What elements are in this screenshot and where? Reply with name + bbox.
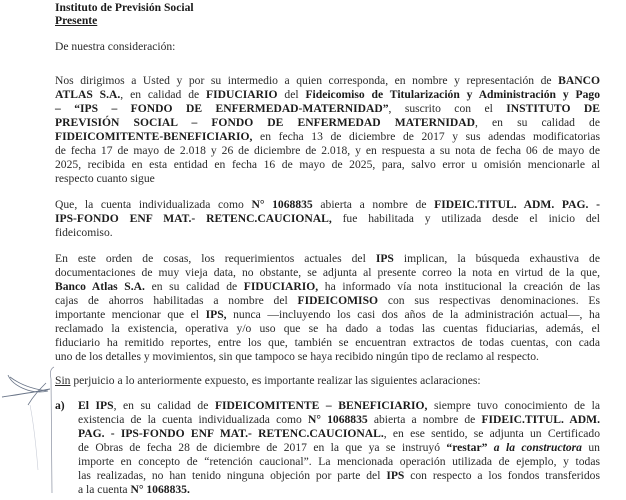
p3-line-7: fiduciario ha remitido reportes, entre los que, también se encuentran extractos de todas cuentas, con cada bbox=[55, 336, 600, 349]
text: , en su calidad de bbox=[475, 116, 600, 129]
text: abierta a nombre de bbox=[312, 198, 435, 211]
text: a la cuenta bbox=[78, 483, 131, 496]
p3-line-4 bbox=[55, 294, 600, 308]
p2-line-1 bbox=[55, 198, 600, 212]
text: En este orden de cosas, los requerimientos actuales del bbox=[55, 252, 376, 265]
text: ha informado vía nota institucional la creación de las bbox=[318, 280, 600, 293]
bold-text: Fideicomiso de Titularización y Administración y Pago bbox=[305, 88, 600, 101]
list-marker: a) bbox=[55, 399, 65, 412]
p1-line-1 bbox=[55, 74, 600, 88]
item-a-line-2 bbox=[78, 413, 600, 427]
text: existencia de la cuenta individualizada como bbox=[78, 413, 308, 426]
p3-line-1 bbox=[55, 252, 600, 266]
account-number: N° 1068835 bbox=[251, 198, 313, 211]
presente-label: Presente bbox=[55, 14, 98, 27]
text: implican, la búsqueda exhaustiva de bbox=[393, 252, 600, 265]
text: nunca —incluyendo los casi dos años de la administración actual—, ha bbox=[226, 308, 600, 321]
account-number: N° 1068835 bbox=[307, 413, 368, 426]
bold-text: PAG. - IPS-FONDO ENF MAT.- RETENC.CAUCIONAL. bbox=[78, 427, 384, 440]
bold-text: PREVISIÓN SOCIAL – FONDO DE ENFERMEDAD MATERNIDAD bbox=[55, 116, 476, 129]
bold-text: El IPS bbox=[78, 399, 114, 412]
text: del bbox=[277, 88, 306, 101]
bold-text: FIDEICOMISO bbox=[297, 294, 379, 307]
text: fue habilitada y utilizada desde el inicio del bbox=[331, 212, 600, 225]
text: , suscrito con el bbox=[388, 102, 507, 115]
text: en su calidad de bbox=[144, 280, 244, 293]
text: las realizadas, no han tenido ninguna objeción por parte del bbox=[78, 469, 387, 482]
bold-text: Banco Atlas S.A. bbox=[55, 280, 145, 293]
margin-bracket-line bbox=[42, 365, 56, 495]
text: de Obras de fecha 28 de diciembre de 2017 en la que ya se instruyó bbox=[78, 441, 447, 454]
text: , en calidad de bbox=[120, 88, 207, 101]
text: Que, la cuenta individualizada como bbox=[55, 198, 252, 211]
account-number: N° 1068835. bbox=[130, 483, 190, 496]
text: cajas de ahorros habilitadas a nombre del bbox=[55, 294, 298, 307]
item-a-line-1 bbox=[78, 399, 600, 413]
p4-line-1 bbox=[55, 374, 600, 388]
bold-text: FIDEIC.TITUL. ADM. bbox=[481, 413, 600, 426]
p1-line-7: 2025, recibida en esta entidad en fecha 16 de mayo de 2025, para, salvo error u omisión mencionarle al bbox=[55, 158, 600, 171]
bold-text: IPS bbox=[375, 252, 394, 265]
bold-text: FIDEIC.TITUL. ADM. PAG. - bbox=[434, 198, 600, 211]
p1-line-5 bbox=[55, 130, 600, 144]
text: Nos dirigimos a Usted y por su intermedio a quien corresponda, en nombre y representación de bbox=[55, 74, 559, 87]
bold-text: FIDEICOMITENTE – BENEFICIARIO, bbox=[214, 399, 428, 412]
item-a-line-3 bbox=[78, 427, 600, 441]
item-a-line-6 bbox=[78, 469, 600, 483]
bold-text: – “IPS – FONDO DE ENFERMEDAD-MATERNIDAD” bbox=[55, 102, 389, 115]
text: siempre tuvo conocimiento de la bbox=[427, 399, 601, 412]
bold-text: FIDEICOMITENTE-BENEFICIARIO, bbox=[55, 130, 253, 143]
p3-line-6: reclamado la existencia, operativa y/o uso que se ha dado a todas las cuentas fiduciarias, además, el bbox=[55, 322, 600, 335]
p3-line-5 bbox=[55, 308, 600, 322]
bold-text: IPS, bbox=[205, 308, 227, 321]
p3-line-2: documentaciones de muy vieja data, no obstante, se adjunta al presente correo la nota en virtud de la que, bbox=[55, 266, 600, 279]
p3-line-3 bbox=[55, 280, 600, 294]
text: con respecto a los fondos transferidos bbox=[404, 469, 600, 482]
text: importante mencionar que el bbox=[55, 308, 206, 321]
underlined-text: Sin bbox=[55, 374, 71, 387]
p1-line-8: respecto cuanto sigue bbox=[55, 172, 155, 185]
bold-text: FIDUCIARIO, bbox=[243, 280, 319, 293]
recipient-name: Instituto de Previsión Social bbox=[55, 1, 194, 14]
p1-line-3 bbox=[55, 102, 600, 116]
bold-text: IPS-FONDO ENF MAT.- RETENC.CAUCIONAL, bbox=[55, 212, 332, 225]
bold-text: BANCO bbox=[558, 74, 600, 87]
text: , en su calidad de bbox=[113, 399, 215, 412]
bold-text: FIDUCIARIO bbox=[206, 88, 278, 101]
item-a-line-4 bbox=[78, 441, 600, 455]
p1-line-4 bbox=[55, 116, 600, 130]
bold-text: “restar” bbox=[446, 441, 488, 454]
item-a-line-7 bbox=[78, 483, 600, 497]
bold-text: ATLAS S.A. bbox=[55, 88, 121, 101]
text: perjuicio a lo anteriormente expuesto, es importante realizar las siguientes aclaraciones: bbox=[70, 374, 481, 387]
recipient-line bbox=[55, 1, 600, 15]
bold-text: IPS bbox=[386, 469, 405, 482]
bold-text: INSTITUTO DE bbox=[506, 102, 600, 115]
text: , en ese sentido, se adjunta un Certificado bbox=[383, 427, 600, 440]
p3-line-8: uno de los detalles y movimientos, sin que tampoco se haya recibido ningún tipo de reclamo al respecto. bbox=[55, 350, 539, 363]
p2-line-2 bbox=[55, 212, 600, 226]
p1-line-2 bbox=[55, 88, 600, 102]
bold-italic-text: a la constructora bbox=[487, 441, 582, 454]
p1-line-6: de fecha 17 de mayo de 2.018 y 26 de diciembre de 2.018, y en respuesta a su nota de fecha 06 de mayo de bbox=[55, 144, 600, 157]
text: abierta a nombre de bbox=[367, 413, 482, 426]
salutation: De nuestra consideración: bbox=[55, 40, 176, 53]
presente-line bbox=[55, 14, 600, 28]
p2-line-3: fideicomiso. bbox=[55, 226, 113, 239]
text: en fecha 13 de diciembre de 2017 y sus adendas modificatorias bbox=[252, 130, 600, 143]
text: un bbox=[581, 441, 600, 454]
text: con sus respectivas denominaciones. Es bbox=[378, 294, 600, 307]
item-a-line-5: importe en concepto de “retención caucional”. La mencionada operación utilizada de ejemplo, y todas bbox=[78, 455, 600, 468]
